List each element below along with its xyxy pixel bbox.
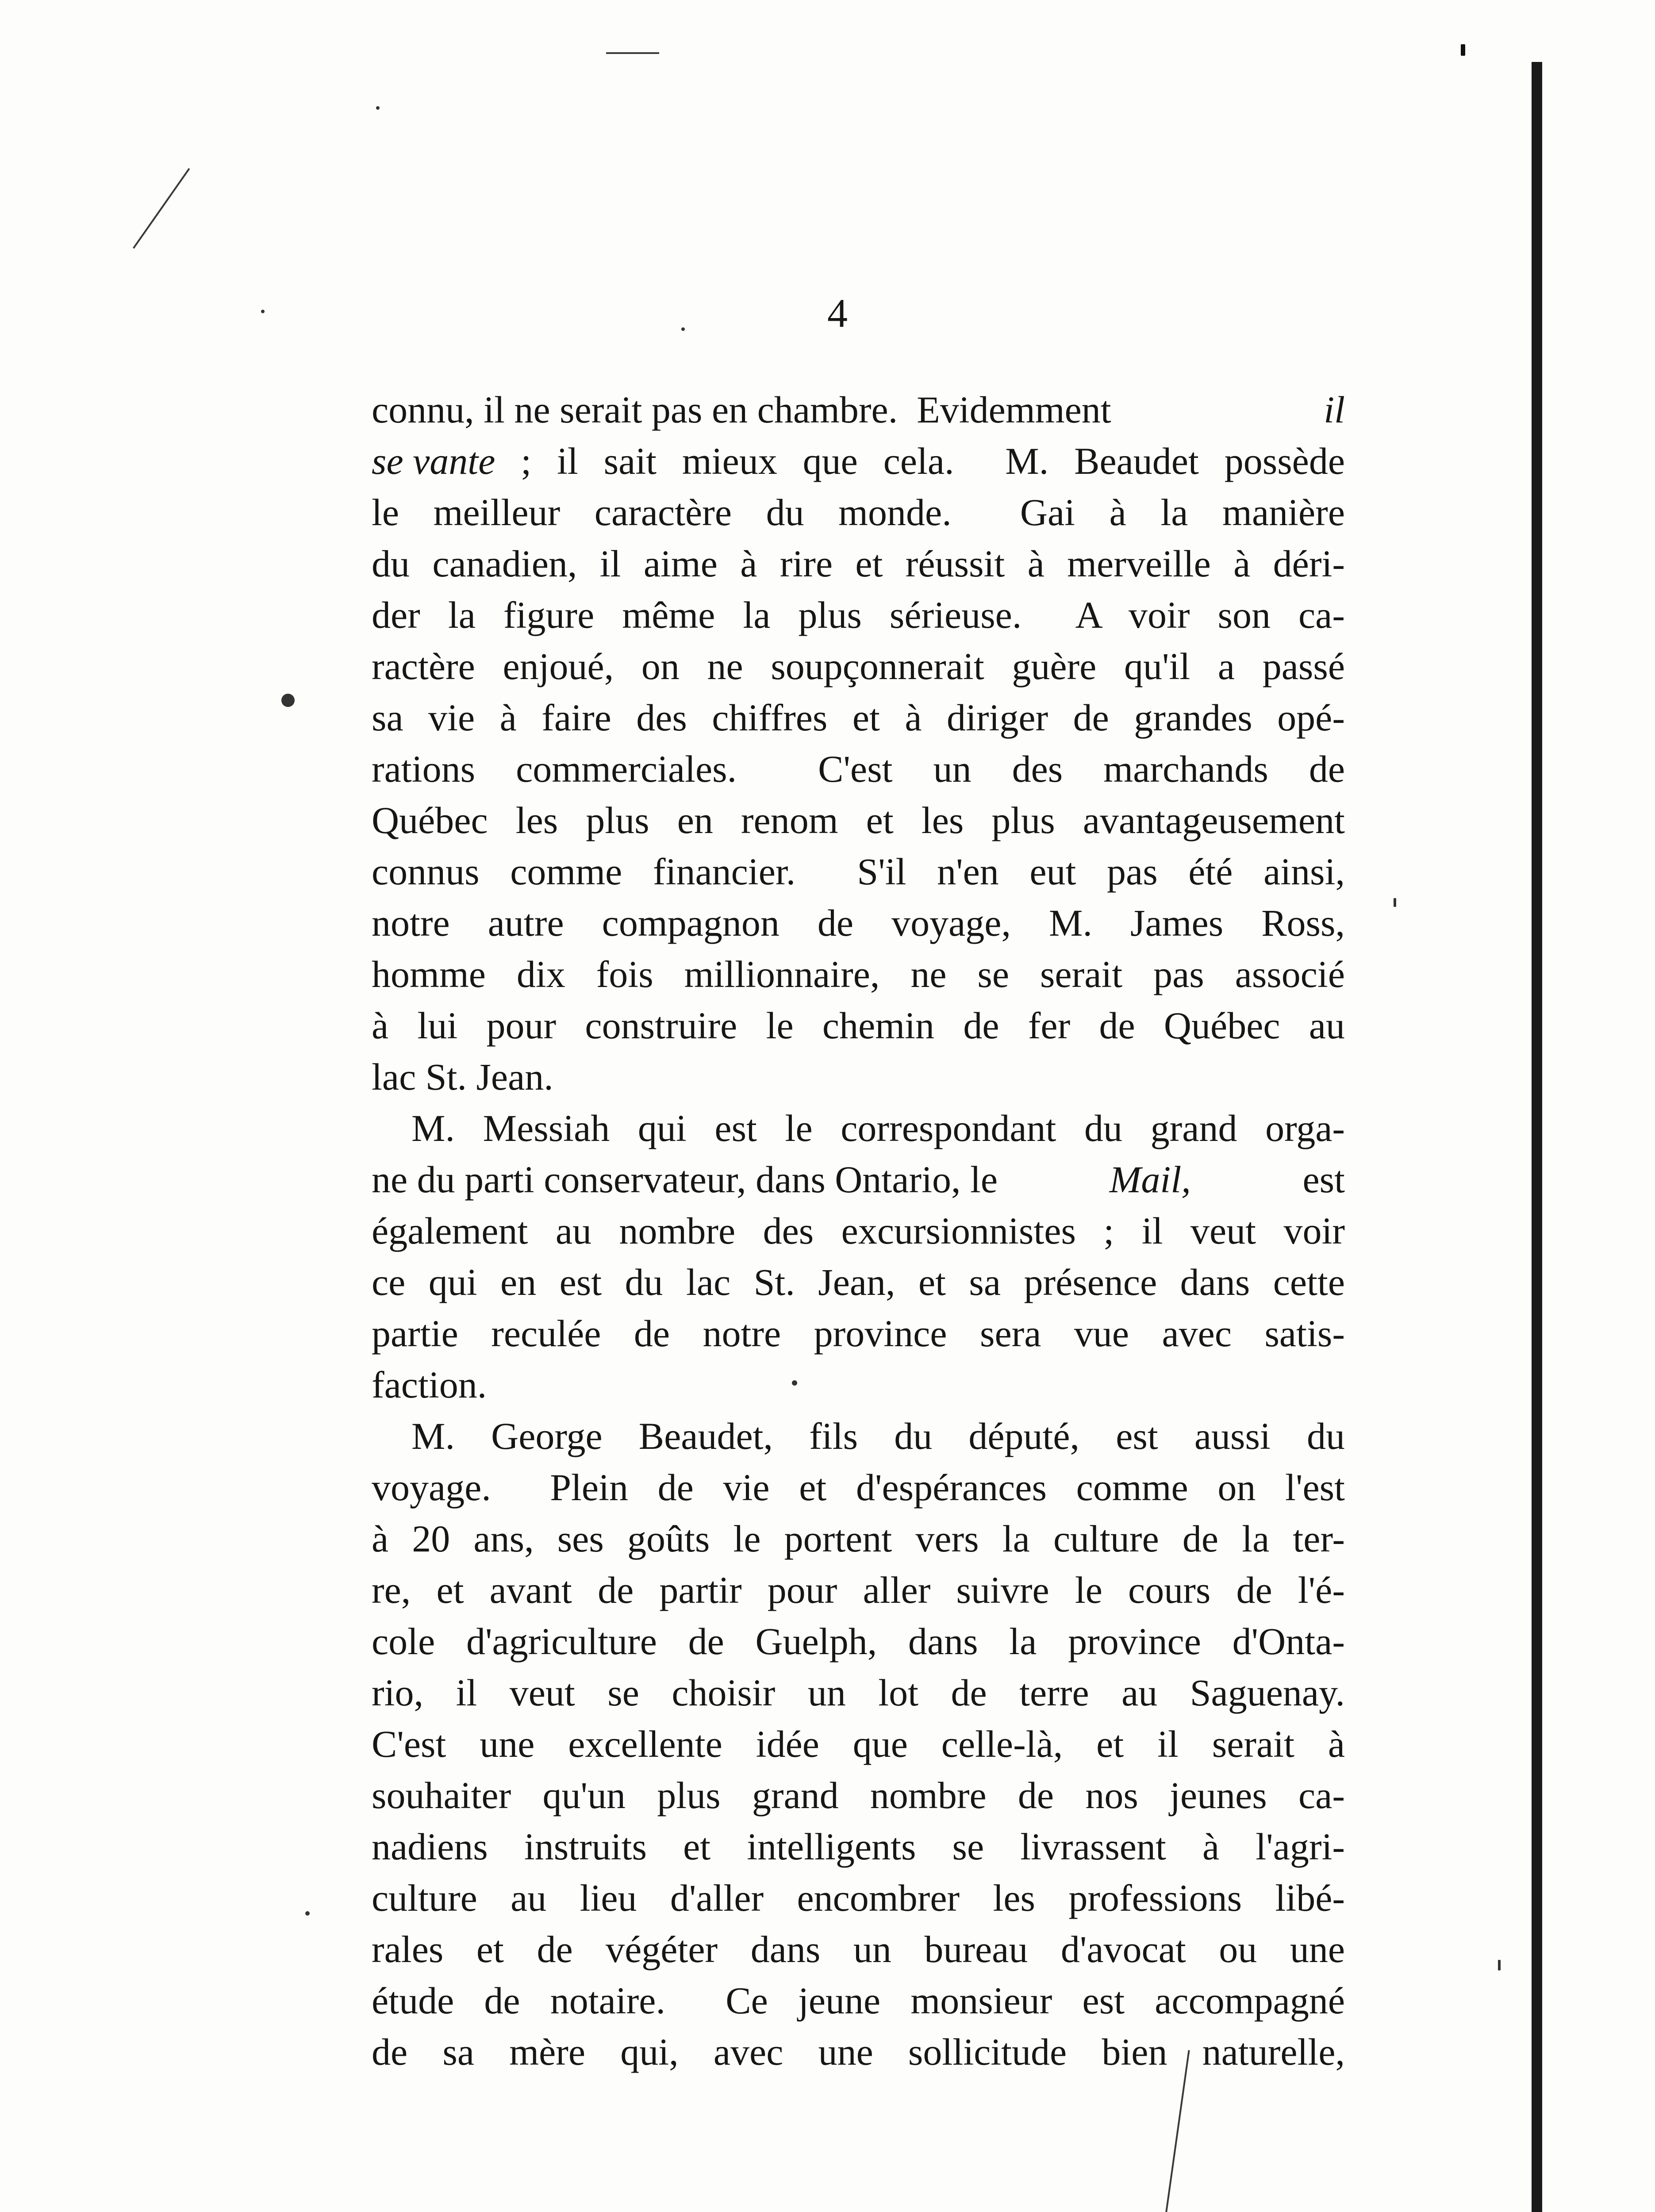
text-line: M. Messiah qui est le correspondant du grand orga-: [411, 1107, 1345, 1149]
text-line: re, et avant de partir pour aller suivre le cours de l'é-: [372, 1569, 1345, 1611]
text-line: culture au lieu d'aller encombrer les professions libé-: [372, 1877, 1345, 1919]
text-line: également au nombre des excursionnistes ; il veut voir: [372, 1210, 1345, 1252]
text-line: le meilleur caractère du monde. Gai à la manière: [372, 491, 1345, 534]
scan-speck: [261, 310, 265, 313]
text-line: ce qui en est du lac St. Jean, et sa présence dans cette: [372, 1261, 1345, 1303]
text-line: souhaiter qu'un plus grand nombre de nos jeunes ca-: [372, 1774, 1345, 1816]
text-line: Québec les plus en renom et les plus avantageusement: [372, 799, 1345, 841]
body-text: [372, 384, 1345, 2078]
text-line: C'est une excellente idée que celle-là, et il serait à: [372, 1723, 1345, 1765]
text-line: ractère enjoué, on ne soupçonnerait guère qu'il a passé: [372, 645, 1345, 687]
text-line: à 20 ans, ses goûts le portent vers la culture de la ter-: [372, 1517, 1345, 1560]
text-line: rio, il veut se choisir un lot de terre au Saguenay.: [372, 1671, 1345, 1714]
text-line: de sa mère qui, avec une sollicitude bien naturelle,: [372, 2031, 1345, 2073]
text-line: connu, il ne serait pas en chambre. Evidemment il: [372, 388, 1345, 431]
scan-speck: [305, 1911, 310, 1916]
text-line: partie reculée de notre province sera vue avec satis-: [372, 1312, 1345, 1355]
text-line: cole d'agriculture de Guelph, dans la province d'Onta-: [372, 1620, 1345, 1663]
text-line: lac St. Jean.: [372, 1056, 553, 1098]
text-line: à lui pour construire le chemin de fer de Québec au: [372, 1004, 1345, 1047]
text-line: der la figure même la plus sérieuse. A voir son ca-: [372, 594, 1345, 636]
text-line: du canadien, il aime à rire et réussit à merveille à déri-: [372, 542, 1345, 585]
text-line: faction.: [372, 1363, 487, 1406]
text-line: homme dix fois millionnaire, ne se serait pas associé: [372, 953, 1345, 995]
scan-artifact-top-line: [606, 52, 659, 54]
scan-speck: [1461, 44, 1465, 56]
text-line: connus comme financier. S'il n'en eut pas été ainsi,: [372, 850, 1345, 893]
scan-artifact-diagonal-line: [133, 168, 190, 249]
text-line: notre autre compagnon de voyage, M. James Ross,: [372, 902, 1345, 944]
text-line: étude de notaire. Ce jeune monsieur est accompagné: [372, 1979, 1345, 2022]
text-line: rations commerciales. C'est un des marchands de: [372, 748, 1345, 790]
scan-speck: [281, 694, 295, 707]
text-line: M. George Beaudet, fils du député, est aussi du: [411, 1415, 1345, 1457]
text-line: ne du parti conservateur, dans Ontario, le Mail, est: [372, 1158, 1345, 1201]
page-number: 4: [827, 291, 848, 336]
text-line: se vante ; il sait mieux que cela. M. Beaudet possède: [372, 440, 1345, 482]
text-line: rales et de végéter dans un bureau d'avocat ou une: [372, 1928, 1345, 1970]
scan-speck: [1394, 898, 1396, 907]
scan-speck: [1498, 1960, 1501, 1970]
page-edge-border: [1532, 62, 1542, 2212]
text-line: sa vie à faire des chiffres et à diriger de grandes opé-: [372, 696, 1345, 739]
text-line: voyage. Plein de vie et d'espérances comme on l'est: [372, 1466, 1345, 1509]
scan-speck: [681, 327, 685, 331]
text-line: nadiens instruits et intelligents se livrassent à l'agri-: [372, 1825, 1345, 1868]
scan-speck: [376, 106, 380, 110]
